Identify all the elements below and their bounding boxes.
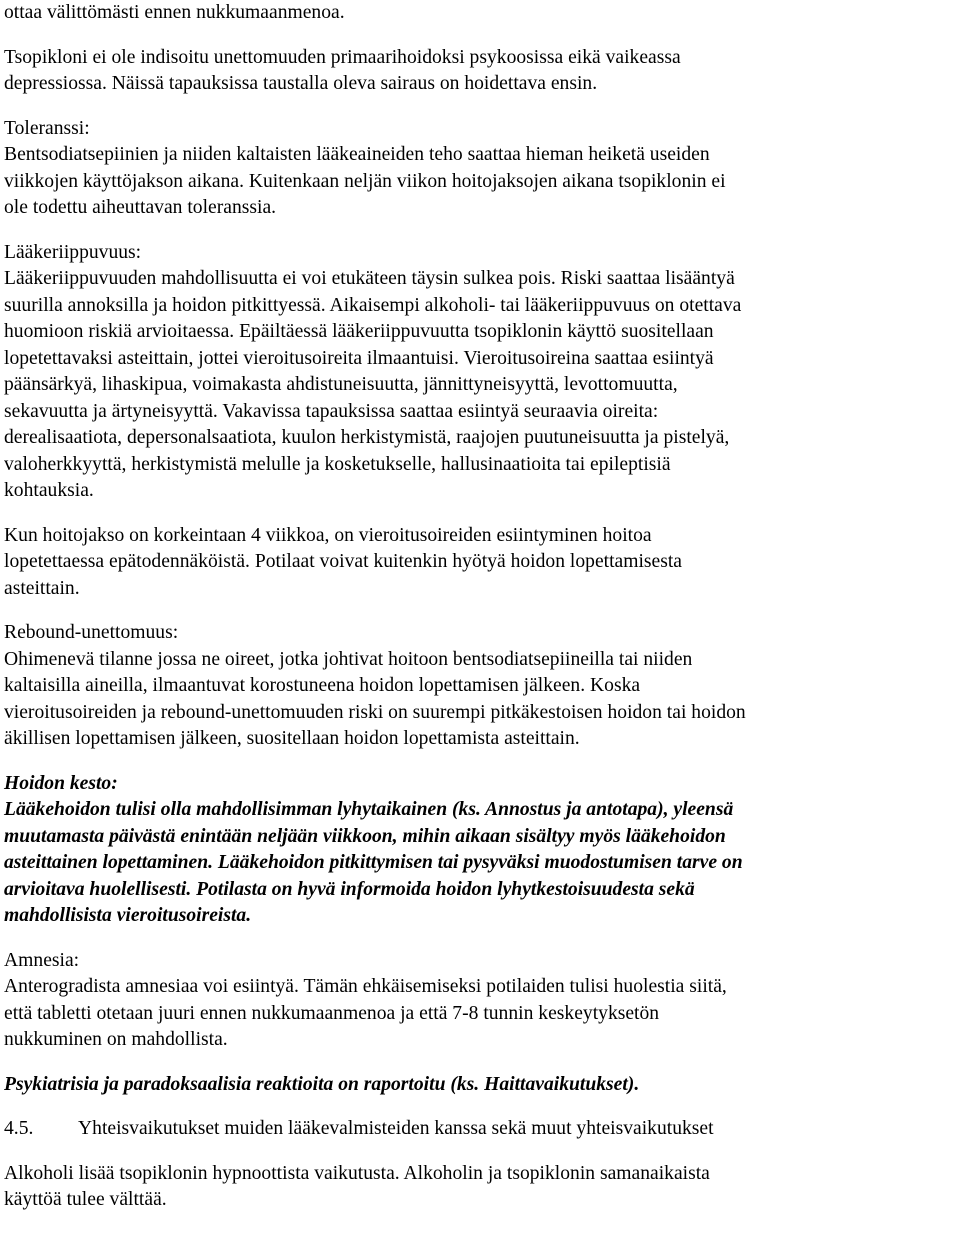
text-line: Bentsodiatsepiinien ja niiden kaltaisten lääkeaineiden teho saattaa hieman heiketä useiden bbox=[4, 144, 710, 165]
subheading-rebound: Rebound-unettomuus: bbox=[4, 622, 179, 643]
text-line: viikkojen käyttöjakson aikana. Kuitenkaan neljän viikon hoitojaksojen aikana tsopiklonin ei bbox=[4, 170, 726, 192]
paragraph-rebound bbox=[4, 620, 956, 753]
paragraph-psychiatric bbox=[4, 1072, 956, 1099]
text-line: huomioon riskiä arvioitaessa. Epäiltäessä lääkeriippuvuutta tsopiklonin käyttö suositellaan bbox=[4, 321, 714, 342]
text-line: asteittain. bbox=[4, 577, 80, 599]
paragraph-alcohol bbox=[4, 1161, 956, 1214]
text-line: derealisaatiota, depersonalsaatiota, kuulon herkistymistä, raajojen puutuneisuutta ja pistelyä, bbox=[4, 427, 730, 448]
text-line: mahdollisista vieroitusoireista. bbox=[4, 905, 252, 926]
text-line: ottaa välittömästi ennen nukkumaanmenoa. bbox=[4, 2, 345, 23]
text-line: depressiossa. Näissä tapauksissa taustalla oleva sairaus on hoidettava ensin. bbox=[4, 73, 598, 94]
subheading-duration: Hoidon kesto: bbox=[4, 772, 118, 794]
text-line: lopetettaessa epätodennäköistä. Potilaat voivat kuitenkin hyötyä hoidon lopettamisesta bbox=[4, 551, 683, 572]
text-line: päänsärkyä, lihaskipua, voimakasta ahdistuneisuutta, jännittyneisyyttä, levottomuutta, bbox=[4, 374, 678, 395]
text-line: käyttöä tulee välttää. bbox=[4, 1189, 167, 1210]
text-line: Lääkehoidon tulisi olla mahdollisimman lyhytaikainen (ks. Annostus ja antotapa), yleensä bbox=[4, 799, 734, 820]
text-line: Psykiatrisia ja paradoksaalisia reaktioita on raportoitu (ks. Haittavaikutukset). bbox=[4, 1073, 640, 1095]
subheading-amnesia: Amnesia: bbox=[4, 949, 80, 971]
text-line: Ohimenevä tilanne jossa ne oireet, jotka johtivat hoitoon bentsodiatsepiineilla tai niiden bbox=[4, 648, 693, 670]
document-page bbox=[4, 0, 956, 1232]
paragraph-intro bbox=[4, 0, 956, 27]
text-line: että tabletti otetaan juuri ennen nukkumaanmenoa ja että 7-8 tunnin keskeytyksetön bbox=[4, 1002, 660, 1024]
paragraph-indication bbox=[4, 45, 956, 98]
text-line: lopetettavaksi asteittain, jottei vieroitusoireita ilmaantuisi. Vieroitusoireina saattaa esiintyä bbox=[4, 347, 714, 369]
text-line: muutamasta päivästä enintään neljään viikkoon, mihin aikaan sisältyy myös lääkehoidon bbox=[4, 825, 726, 847]
text-line: kaltaisilla aineilla, ilmaantuvat korostuneena hoidon lopettamisen jälkeen. Koska bbox=[4, 675, 641, 696]
text-line: nukkuminen on mahdollista. bbox=[4, 1029, 228, 1050]
text-line: Lääkeriippuvuuden mahdollisuutta ei voi etukäteen täysin sulkea pois. Riski saattaa lisääntyä bbox=[4, 268, 735, 289]
text-line: ole todettu aiheuttavan toleranssia. bbox=[4, 197, 277, 218]
text-line: sekavuutta ja ärtyneisyyttä. Vakavissa tapauksissa saattaa esiintyä seuraavia oireita: bbox=[4, 400, 659, 422]
section-number: 4.5. bbox=[4, 1118, 34, 1139]
paragraph-tolerance bbox=[4, 116, 956, 222]
text-line: suurilla annoksilla ja hoidon pitkittyessä. Aikaisempi alkoholi- tai lääkeriippuvuus on otettava bbox=[4, 294, 742, 316]
text-line: arvioitava huolellisesti. Potilasta on hyvä informoida hoidon lyhytkestoisuudesta sekä bbox=[4, 878, 695, 900]
text-line: vieroitusoireiden ja rebound-unettomuuden riski on suurempi pitkäkestoisen hoidon tai hoidon bbox=[4, 701, 746, 723]
subheading-tolerance: Toleranssi: bbox=[4, 117, 90, 139]
text-line: äkillisen lopettamisen jälkeen, suositellaan hoidon lopettamista asteittain. bbox=[4, 728, 580, 749]
paragraph-duration bbox=[4, 771, 956, 930]
paragraph-dependence bbox=[4, 240, 956, 505]
text-line: kohtauksia. bbox=[4, 480, 94, 501]
paragraph-withdrawal bbox=[4, 523, 956, 603]
text-line: valoherkkyyttä, herkistymistä melulle ja kosketukselle, hallusinaatioita tai epileptisiä bbox=[4, 453, 671, 475]
text-line: Tsopikloni ei ole indisoitu unettomuuden primaarihoidoksi psykoosissa eikä vaikeassa bbox=[4, 46, 681, 68]
section-heading bbox=[4, 1116, 956, 1143]
text-line: asteittainen lopettaminen. Lääkehoidon pitkittymisen tai pysyväksi muodostumisen tarve on bbox=[4, 852, 743, 873]
text-line: Kun hoitojakso on korkeintaan 4 viikkoa, on vieroitusoireiden esiintyminen hoitoa bbox=[4, 524, 652, 546]
subheading-dependence: Lääkeriippuvuus: bbox=[4, 241, 142, 263]
text-line: Anterogradista amnesiaa voi esiintyä. Tämän ehkäisemiseksi potilaiden tulisi huolestia siitä, bbox=[4, 976, 727, 997]
section-title: Yhteisvaikutukset muiden lääkevalmisteiden kanssa sekä muut yhteisvaikutukset bbox=[78, 1118, 714, 1139]
paragraph-amnesia bbox=[4, 948, 956, 1054]
text-line: Alkoholi lisää tsopiklonin hypnoottista vaikutusta. Alkoholin ja tsopiklonin samanaikaista bbox=[4, 1162, 710, 1184]
